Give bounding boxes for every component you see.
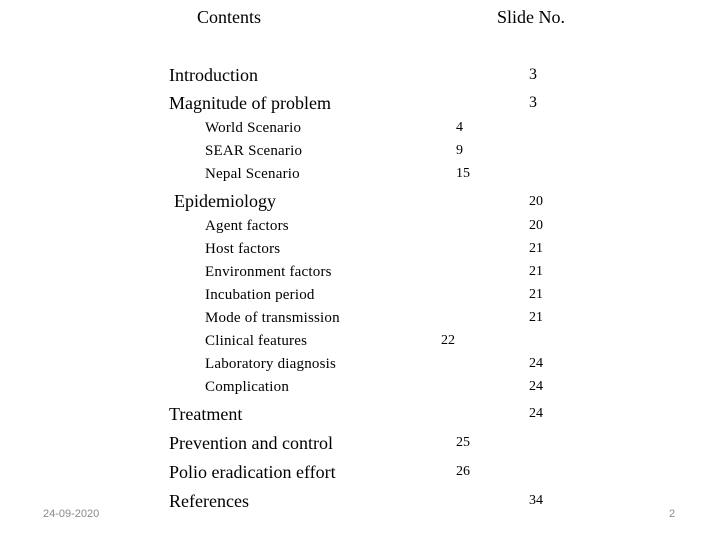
toc-page-incubation-period: 21: [529, 287, 543, 302]
toc-page-host-factors: 21: [529, 241, 543, 256]
contents-header: Contents: [197, 7, 262, 27]
toc-item-laboratory-diagnosis: Laboratory diagnosis: [205, 356, 337, 372]
toc-page-mode-of-transmission: 21: [529, 310, 543, 325]
toc-page-introduction: 3: [529, 66, 537, 83]
toc-page-sear-scenario: 9: [456, 143, 463, 158]
toc-item-references: References: [169, 491, 249, 511]
toc-item-treatment: Treatment: [169, 404, 243, 424]
toc-page-epidemiology: 20: [529, 194, 543, 209]
toc-item-incubation-period: Incubation period: [205, 287, 315, 303]
toc-item-prevention-and-control: Prevention and control: [169, 433, 333, 453]
footer-date: 24-09-2020: [43, 508, 100, 520]
toc-item-clinical-features: Clinical features: [205, 333, 308, 349]
toc-item-mode-of-transmission: Mode of transmission: [205, 310, 340, 326]
toc-page-environment-factors: 21: [529, 264, 543, 279]
toc-item-world-scenario: World Scenario: [205, 120, 302, 136]
toc-page-treatment: 24: [529, 406, 543, 421]
footer-slide-number: 2: [669, 508, 676, 520]
toc-item-magnitude: Magnitude of problem: [169, 93, 331, 113]
toc-page-nepal-scenario: 15: [456, 166, 470, 181]
toc-item-polio-eradication: Polio eradication effort: [169, 462, 336, 482]
toc-page-world-scenario: 4: [456, 120, 463, 135]
toc-page-laboratory-diagnosis: 24: [529, 356, 543, 371]
toc-item-sear-scenario: SEAR Scenario: [205, 143, 303, 159]
slide-no-header: Slide No.: [497, 7, 566, 27]
toc-page-complication: 24: [529, 379, 543, 394]
toc-page-magnitude: 3: [529, 94, 537, 111]
toc-item-epidemiology: Epidemiology: [174, 191, 276, 211]
toc-item-complication: Complication: [205, 379, 290, 395]
toc-item-nepal-scenario: Nepal Scenario: [205, 166, 300, 182]
toc-page-clinical-features: 22: [441, 333, 455, 348]
toc-item-environment-factors: Environment factors: [205, 264, 332, 280]
toc-item-host-factors: Host factors: [205, 241, 281, 257]
toc-item-introduction: Introduction: [169, 65, 258, 85]
toc-page-references: 34: [529, 493, 543, 508]
toc-page-agent-factors: 20: [529, 218, 543, 233]
toc-page-polio-eradication: 26: [456, 464, 470, 479]
toc-page-prevention-and-control: 25: [456, 435, 470, 450]
toc-item-agent-factors: Agent factors: [205, 218, 289, 234]
